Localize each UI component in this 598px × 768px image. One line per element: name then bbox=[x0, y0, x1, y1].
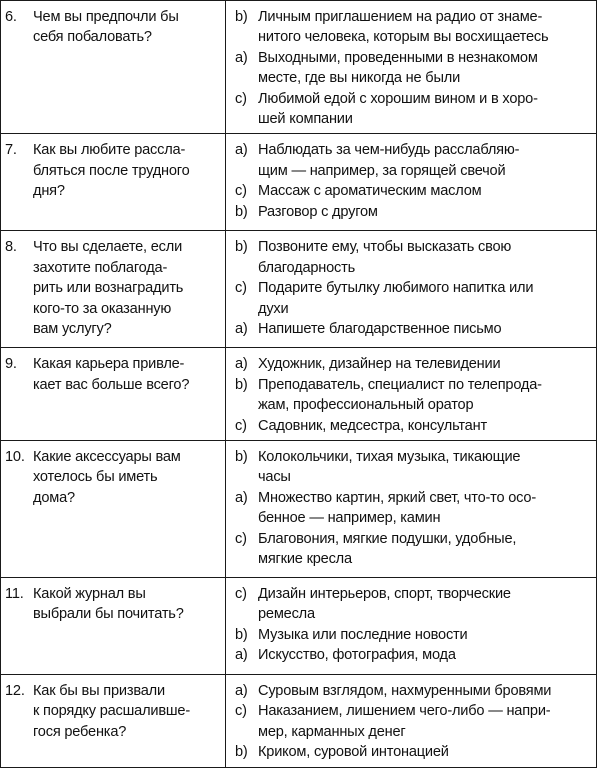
answer-text: Наблюдать за чем-нибудь расслабляю- щим — например, за горящей свечой bbox=[258, 142, 520, 179]
answer-letter: b) bbox=[235, 239, 248, 256]
answer-option bbox=[226, 181, 596, 201]
answer-letter: a) bbox=[235, 647, 248, 664]
answer-letter: b) bbox=[235, 744, 248, 761]
question-text: Какие аксессуары вам хотелось бы иметь дома? bbox=[33, 449, 181, 506]
answer-option bbox=[226, 488, 596, 529]
answer-letter: c) bbox=[235, 703, 247, 720]
answer-text: Напишете благодарственное письмо bbox=[258, 321, 502, 338]
question-number: 11. bbox=[5, 586, 24, 603]
answer-text: Множество картин, яркий свет, что-то осо- бенное — например, камин bbox=[258, 489, 537, 527]
question-text: Какой журнал вы выбрали бы почитать? bbox=[33, 586, 184, 623]
answer-text: Выходными, проведенными в незнакомом месте, где вы никогда не были bbox=[258, 49, 538, 87]
question-cell bbox=[1, 348, 226, 441]
quiz-row-10 bbox=[1, 441, 597, 578]
answer-letter: a) bbox=[235, 489, 248, 506]
answer-letter: a) bbox=[235, 356, 248, 373]
answer-option bbox=[226, 48, 596, 89]
question-number: 9. bbox=[5, 356, 17, 373]
question-number: 7. bbox=[5, 142, 17, 159]
question-cell bbox=[1, 441, 226, 578]
answer-option bbox=[226, 278, 596, 319]
question-cell bbox=[1, 1, 226, 134]
question-cell bbox=[1, 578, 226, 675]
quiz-row-7 bbox=[1, 134, 597, 231]
question-text: Что вы сделаете, если захотите поблагода- рить или вознаградить кого-то за оказанную вам услугу? bbox=[33, 239, 184, 338]
answer-letter: a) bbox=[235, 321, 248, 338]
answer-option bbox=[226, 742, 596, 762]
answer-text: Преподаватель, специалист по телепрода- жам, профессиональный оратор bbox=[258, 376, 542, 414]
quiz-row-11 bbox=[1, 578, 597, 675]
answer-option bbox=[226, 701, 596, 742]
question-number: 8. bbox=[5, 239, 17, 256]
answer-text: Художник, дизайнер на телевидении bbox=[258, 356, 501, 373]
answer-letter: c) bbox=[235, 90, 247, 107]
answer-letter: b) bbox=[235, 203, 248, 220]
question-text: Чем вы предпочли бы себя побаловать? bbox=[33, 9, 179, 46]
answer-option bbox=[226, 416, 596, 436]
answer-text: Подарите бутылку любимого напитка или духи bbox=[258, 280, 534, 317]
answers-cell bbox=[226, 1, 597, 134]
answer-text: Массаж с ароматическим маслом bbox=[258, 183, 482, 200]
answer-text: Личным приглашением на радио от знаме- нитого человека, которым вы восхищаетесь bbox=[258, 9, 549, 46]
answers-cell bbox=[226, 441, 597, 578]
answer-option bbox=[226, 375, 596, 416]
answer-text: Музыка или последние новости bbox=[258, 626, 468, 643]
answer-text: Криком, суровой интонацией bbox=[258, 744, 449, 761]
answer-text: Садовник, медсестра, консультант bbox=[258, 417, 487, 434]
answer-letter: c) bbox=[235, 183, 247, 200]
question-number: 10. bbox=[5, 449, 25, 466]
question-text: Как бы вы призвали к порядку расшалившe- гося ребенка? bbox=[33, 683, 190, 740]
answer-text: Искусство, фотография, мода bbox=[258, 647, 456, 664]
answer-option bbox=[226, 7, 596, 48]
answer-letter: a) bbox=[235, 142, 248, 159]
quiz-row-9 bbox=[1, 348, 597, 441]
question-text: Какая карьера привле- кает вас больше всего? bbox=[33, 356, 190, 393]
answer-text: Наказанием, лишением чего-либо — напри- мер, карманных денег bbox=[258, 703, 551, 740]
answer-option bbox=[226, 529, 596, 570]
answer-text: Колокольчики, тихая музыка, тикающие часы bbox=[258, 449, 521, 486]
answer-text: Позвоните ему, чтобы высказать свою благодарность bbox=[258, 239, 512, 276]
question-cell bbox=[1, 134, 226, 231]
answer-option bbox=[226, 681, 596, 701]
answer-text: Любимой едой с хорошим вином и в хоро- шей компании bbox=[258, 90, 538, 128]
question-number: 12. bbox=[5, 683, 25, 700]
answer-text: Дизайн интерьеров, спорт, творческие ремесла bbox=[258, 586, 511, 623]
answer-letter: c) bbox=[235, 280, 247, 297]
answer-letter: a) bbox=[235, 683, 248, 700]
answers-cell bbox=[226, 348, 597, 441]
question-number: 6. bbox=[5, 9, 17, 25]
answer-option bbox=[226, 237, 596, 278]
answer-letter: c) bbox=[235, 586, 247, 603]
answer-letter: b) bbox=[235, 449, 248, 466]
answer-option bbox=[226, 354, 596, 374]
answer-option bbox=[226, 447, 596, 488]
answer-letter: c) bbox=[235, 417, 247, 434]
question-cell bbox=[1, 231, 226, 348]
question-text: Как вы любите рассла- бляться после трудного дня? bbox=[33, 142, 190, 200]
answer-letter: b) bbox=[235, 376, 248, 393]
answer-option bbox=[226, 319, 596, 339]
answers-cell bbox=[226, 231, 597, 348]
answer-option bbox=[226, 202, 596, 222]
answer-option bbox=[226, 140, 596, 181]
answer-option bbox=[226, 645, 596, 665]
question-cell bbox=[1, 675, 226, 768]
answer-letter: b) bbox=[235, 626, 248, 643]
answer-text: Благовония, мягкие подушки, удобные, мягкие кресла bbox=[258, 530, 517, 568]
answer-letter: b) bbox=[235, 9, 248, 25]
quiz-row-8 bbox=[1, 231, 597, 348]
answer-text: Суровым взглядом, нахмуренными бровями bbox=[258, 683, 552, 700]
answer-letter: c) bbox=[235, 530, 247, 547]
answers-cell bbox=[226, 578, 597, 675]
quiz-row-6 bbox=[1, 1, 597, 134]
answer-option bbox=[226, 625, 596, 645]
answer-option bbox=[226, 584, 596, 625]
quiz-row-12 bbox=[1, 675, 597, 768]
answer-option bbox=[226, 89, 596, 130]
answer-text: Разговор с другом bbox=[258, 203, 378, 220]
answers-cell bbox=[226, 675, 597, 768]
answers-cell bbox=[226, 134, 597, 231]
answer-letter: a) bbox=[235, 49, 248, 66]
